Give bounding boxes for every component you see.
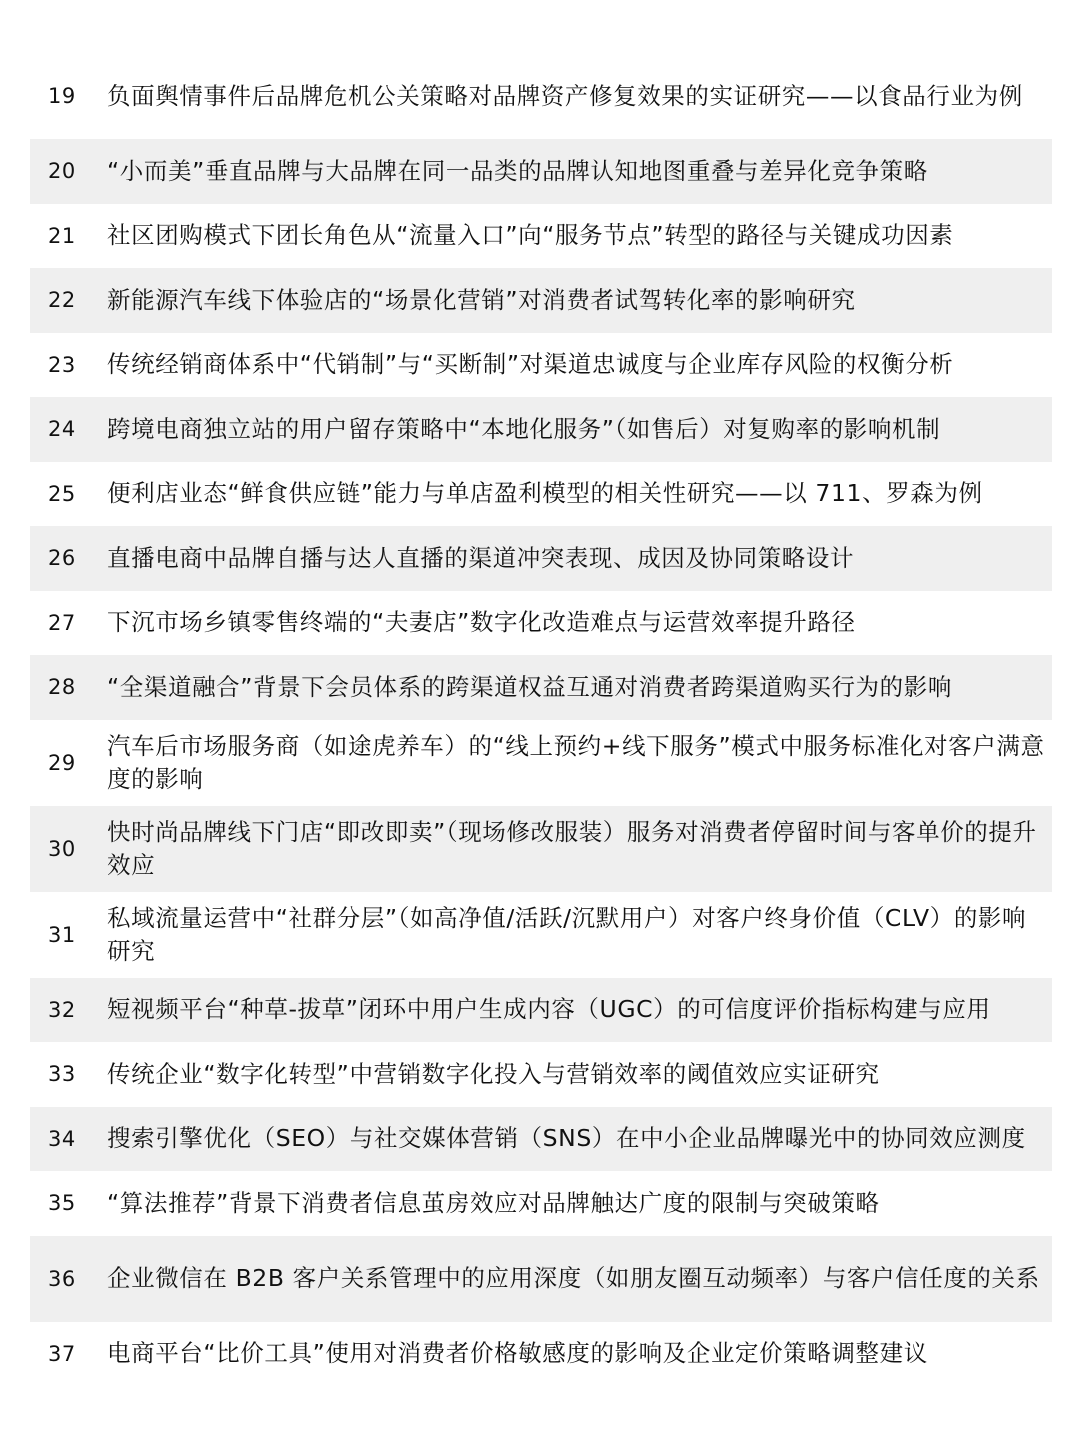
topic-title: 直播电商中品牌自播与达人直播的渠道冲突表现、成因及协同策略设计 [107,543,855,572]
topic-row-24 [30,397,1052,462]
topic-title: 新能源汽车线下体验店的“场景化营销”对消费者试驾转化率的影响研究 [107,285,856,314]
topic-number: 36 [48,1266,76,1291]
topic-row-33 [30,1042,1052,1107]
topic-row-35 [30,1171,1052,1236]
topic-row-25 [30,462,1052,527]
topic-row-31 [30,892,1052,978]
topic-title: 跨境电商独立站的用户留存策略中“本地化服务”（如售后）对复购率的影响机制 [107,414,941,443]
topic-row-34 [30,1107,1052,1172]
topic-number: 35 [48,1191,76,1216]
topic-title: 企业微信在 B2B 客户关系管理中的应用深度（如朋友圈互动频率）与客户信任度的关系 [107,1264,1040,1292]
topic-row-36 [30,1236,1052,1322]
topic-title: 私域流量运营中“社群分层”（如高净值/活跃/沉默用户）对客户终身价值（CLV）的影响研究 [107,903,1027,965]
topic-number: 22 [48,288,76,313]
topic-number: 30 [48,836,76,861]
topic-number: 31 [48,922,76,947]
topic-number: 26 [48,546,76,571]
topic-row-19 [30,53,1052,139]
topic-title: “全渠道融合”背景下会员体系的跨渠道权益互通对消费者跨渠道购买行为的影响 [107,672,952,701]
topic-row-30 [30,806,1052,892]
topic-title: 汽车后市场服务商（如途虎养车）的“线上预约+线下服务”模式中服务标准化对客户满意度的影响 [107,731,1045,793]
topic-title: 便利店业态“鲜食供应链”能力与单店盈利模型的相关性研究——以 711、罗森为例 [107,479,983,508]
topic-title: 电商平台“比价工具”使用对消费者价格敏感度的影响及企业定价策略调整建议 [107,1339,928,1368]
topic-row-28 [30,655,1052,720]
topic-number: 37 [48,1341,76,1366]
topic-number: 25 [48,481,76,506]
topic-number: 29 [48,750,76,775]
topic-title: 下沉市场乡镇零售终端的“夫妻店”数字化改造难点与运营效率提升路径 [107,608,856,637]
topic-number: 21 [48,223,76,248]
topic-row-29 [30,720,1052,806]
topic-title: 传统企业“数字化转型”中营销数字化投入与营销效率的阈值效应实证研究 [107,1059,880,1088]
topic-row-21 [30,204,1052,269]
topic-title: 负面舆情事件后品牌危机公关策略对品牌资产修复效果的实证研究——以食品行业为例 [107,81,1023,110]
topic-list [30,53,1052,1386]
topic-row-32 [30,978,1052,1043]
topic-title: 搜索引擎优化（SEO）与社交媒体营销（SNS）在中小企业品牌曝光中的协同效应测度 [107,1124,1026,1153]
topic-row-27 [30,591,1052,656]
topic-title: 短视频平台“种草-拔草”闭环中用户生成内容（UGC）的可信度评价指标构建与应用 [107,995,991,1024]
topic-number: 32 [48,997,76,1022]
topic-row-37 [30,1322,1052,1387]
topic-number: 23 [48,352,76,377]
topic-row-26 [30,526,1052,591]
topic-number: 24 [48,417,76,442]
topic-row-20 [30,139,1052,204]
topic-number: 28 [48,675,76,700]
topic-title: 快时尚品牌线下门店“即改即卖”（现场修改服装）服务对消费者停留时间与客单价的提升效应 [107,817,1037,879]
topic-title: “算法推荐”背景下消费者信息茧房效应对品牌触达广度的限制与突破策略 [107,1188,880,1217]
topic-number: 33 [48,1062,76,1087]
topic-number: 34 [48,1126,76,1151]
topic-row-22 [30,268,1052,333]
topic-title: “小而美”垂直品牌与大品牌在同一品类的品牌认知地图重叠与差异化竞争策略 [107,156,928,185]
topic-title: 传统经销商体系中“代销制”与“买断制”对渠道忠诚度与企业库存风险的权衡分析 [107,350,954,379]
topic-row-23 [30,333,1052,398]
topic-title: 社区团购模式下团长角色从“流量入口”向“服务节点”转型的路径与关键成功因素 [107,221,954,250]
topic-number: 27 [48,610,76,635]
topic-number: 19 [48,84,76,108]
topic-number: 20 [48,159,76,184]
